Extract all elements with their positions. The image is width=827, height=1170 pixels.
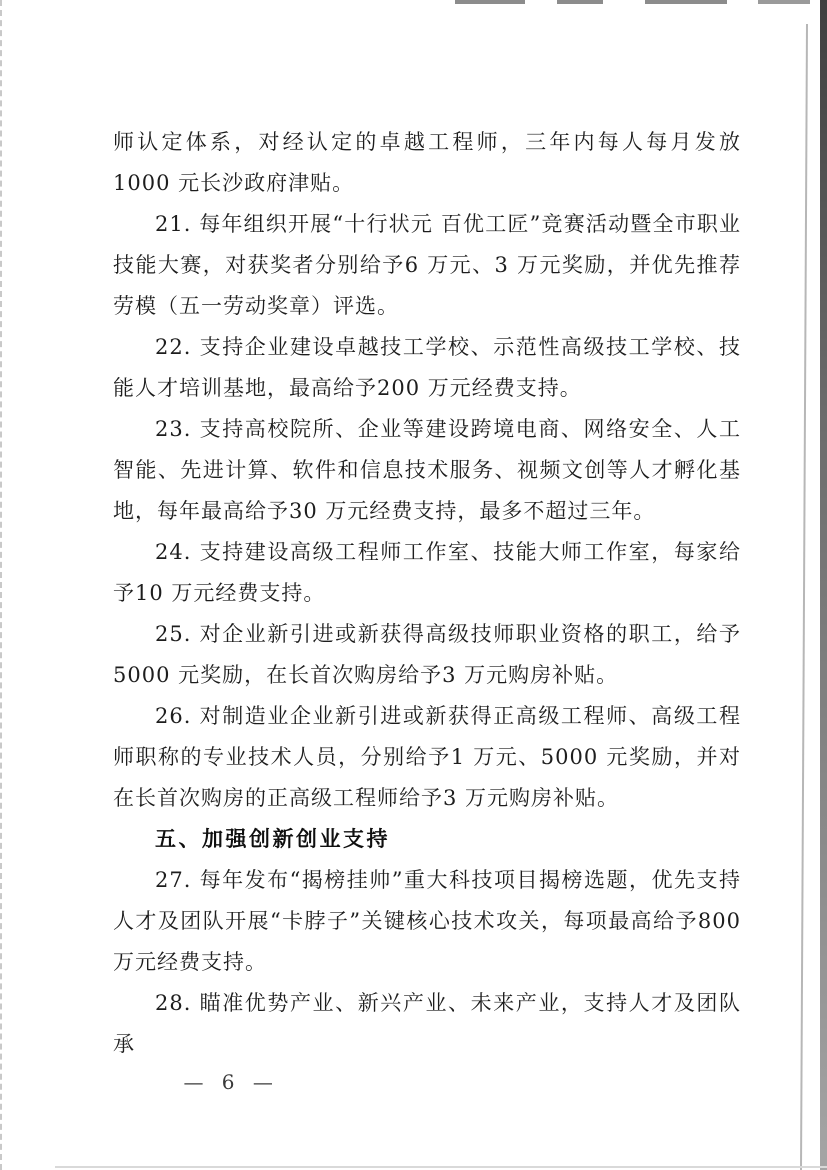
scan-edge-right-outer	[820, 0, 827, 1170]
item-24: 24. 支持建设高级工程师工作室、技能大师工作室，每家给予10 万元经费支持。	[113, 540, 741, 605]
item-28: 28. 瞄准优势产业、新兴产业、未来产业，支持人才及团队承	[113, 991, 741, 1056]
scan-edge-top-segment	[455, 0, 525, 4]
page-number: — 6 —	[183, 1070, 279, 1094]
scan-edge-bottom	[55, 1166, 827, 1168]
paragraph-continuation: 师认定体系，对经认定的卓越工程师，三年内每人每月发放1000 元长沙政府津贴。	[113, 130, 741, 195]
scan-edge-right-inner	[800, 24, 808, 1170]
scan-edge-top-segment	[645, 0, 727, 4]
scan-edge-top-segment	[758, 0, 810, 4]
scan-edge-top-segment	[557, 0, 603, 4]
item-27: 27. 每年发布“揭榜挂帅”重大科技项目揭榜选题，优先支持人才及团队开展“卡脖子”关键核心技术攻关，每项最高给予800 万元经费支持。	[113, 868, 741, 974]
item-22: 22. 支持企业建设卓越技工学校、示范性高级技工学校、技能人才培训基地，最高给予200 万元经费支持。	[113, 335, 741, 400]
section-heading-5: 五、加强创新创业支持	[155, 827, 390, 851]
document-body	[113, 122, 741, 1065]
item-21: 21. 每年组织开展“十行状元 百优工匠”竞赛活动暨全市职业技能大赛，对获奖者分别给予6 万元、3 万元奖励，并优先推荐劳模（五一劳动奖章）评选。	[113, 212, 741, 318]
page-footer	[134, 1046, 279, 1118]
item-25: 25. 对企业新引进或新获得高级技师职业资格的职工，给予5000 元奖励，在长首次购房给予3 万元购房补贴。	[113, 622, 741, 687]
scan-edge-left	[0, 0, 2, 1170]
item-23: 23. 支持高校院所、企业等建设跨境电商、网络安全、人工智能、先进计算、软件和信息技术服务、视频文创等人才孵化基地，每年最高给予30 万元经费支持，最多不超过三年。	[113, 417, 741, 523]
item-26: 26. 对制造业企业新引进或新获得正高级工程师、高级工程师职称的专业技术人员，分别给予1 万元、5000 元奖励，并对在长首次购房的正高级工程师给予3 万元购房补贴。	[113, 704, 741, 810]
